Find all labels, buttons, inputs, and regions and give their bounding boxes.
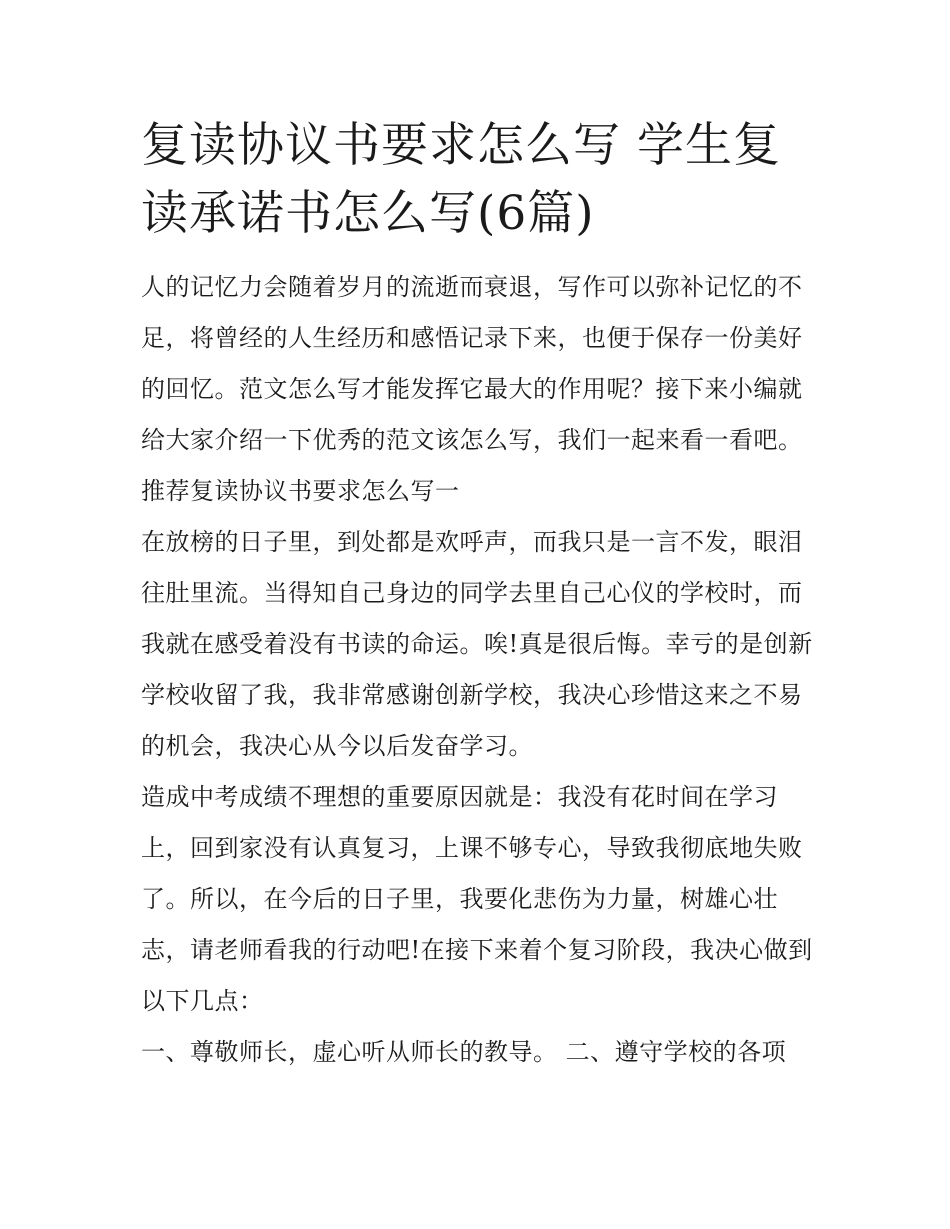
- document-body: [141, 112, 813, 1078]
- body-paragraph: 造成中考成绩不理想的重要原因就是：我没有花时间在学习上，回到家没有认真复习，上课不够专心，导致我彻底地失败了。所以，在今后的日子里，我要化悲伤为力量，树雄心壮志，请老师看我的行动吧!在接下来着个复习阶段，我决心做到以下几点：: [141, 783, 813, 1015]
- section-heading: 推荐复读协议书要求怎么写一: [141, 477, 460, 505]
- document-title: 复读协议书要求怎么写 学生复读承诺书怎么写(6篇): [141, 118, 781, 241]
- body-paragraph: 在放榜的日子里，到处都是欢呼声，而我只是一言不发，眼泪往肚里流。当得知自己身边的同学去里自己心仪的学校时，而我就在感受着没有书读的命运。唉!真是很后悔。幸亏的是创新学校收留了我，我非常感谢创新学校，我决心珍惜这来之不易的机会，我决心从今以后发奋学习。: [141, 528, 813, 760]
- body-paragraph: 一、尊敬师长，虚心听从师长的教导。 二、遵守学校的各项: [141, 1038, 787, 1066]
- intro-paragraph: 人的记忆力会随着岁月的流逝而衰退，写作可以弥补记忆的不足，将曾经的人生经历和感悟记录下来，也便于保存一份美好的回忆。范文怎么写才能发挥它最大的作用呢？接下来小编就给大家介绍一下优秀的范文该怎么写，我们一起来看一看吧。: [141, 273, 803, 454]
